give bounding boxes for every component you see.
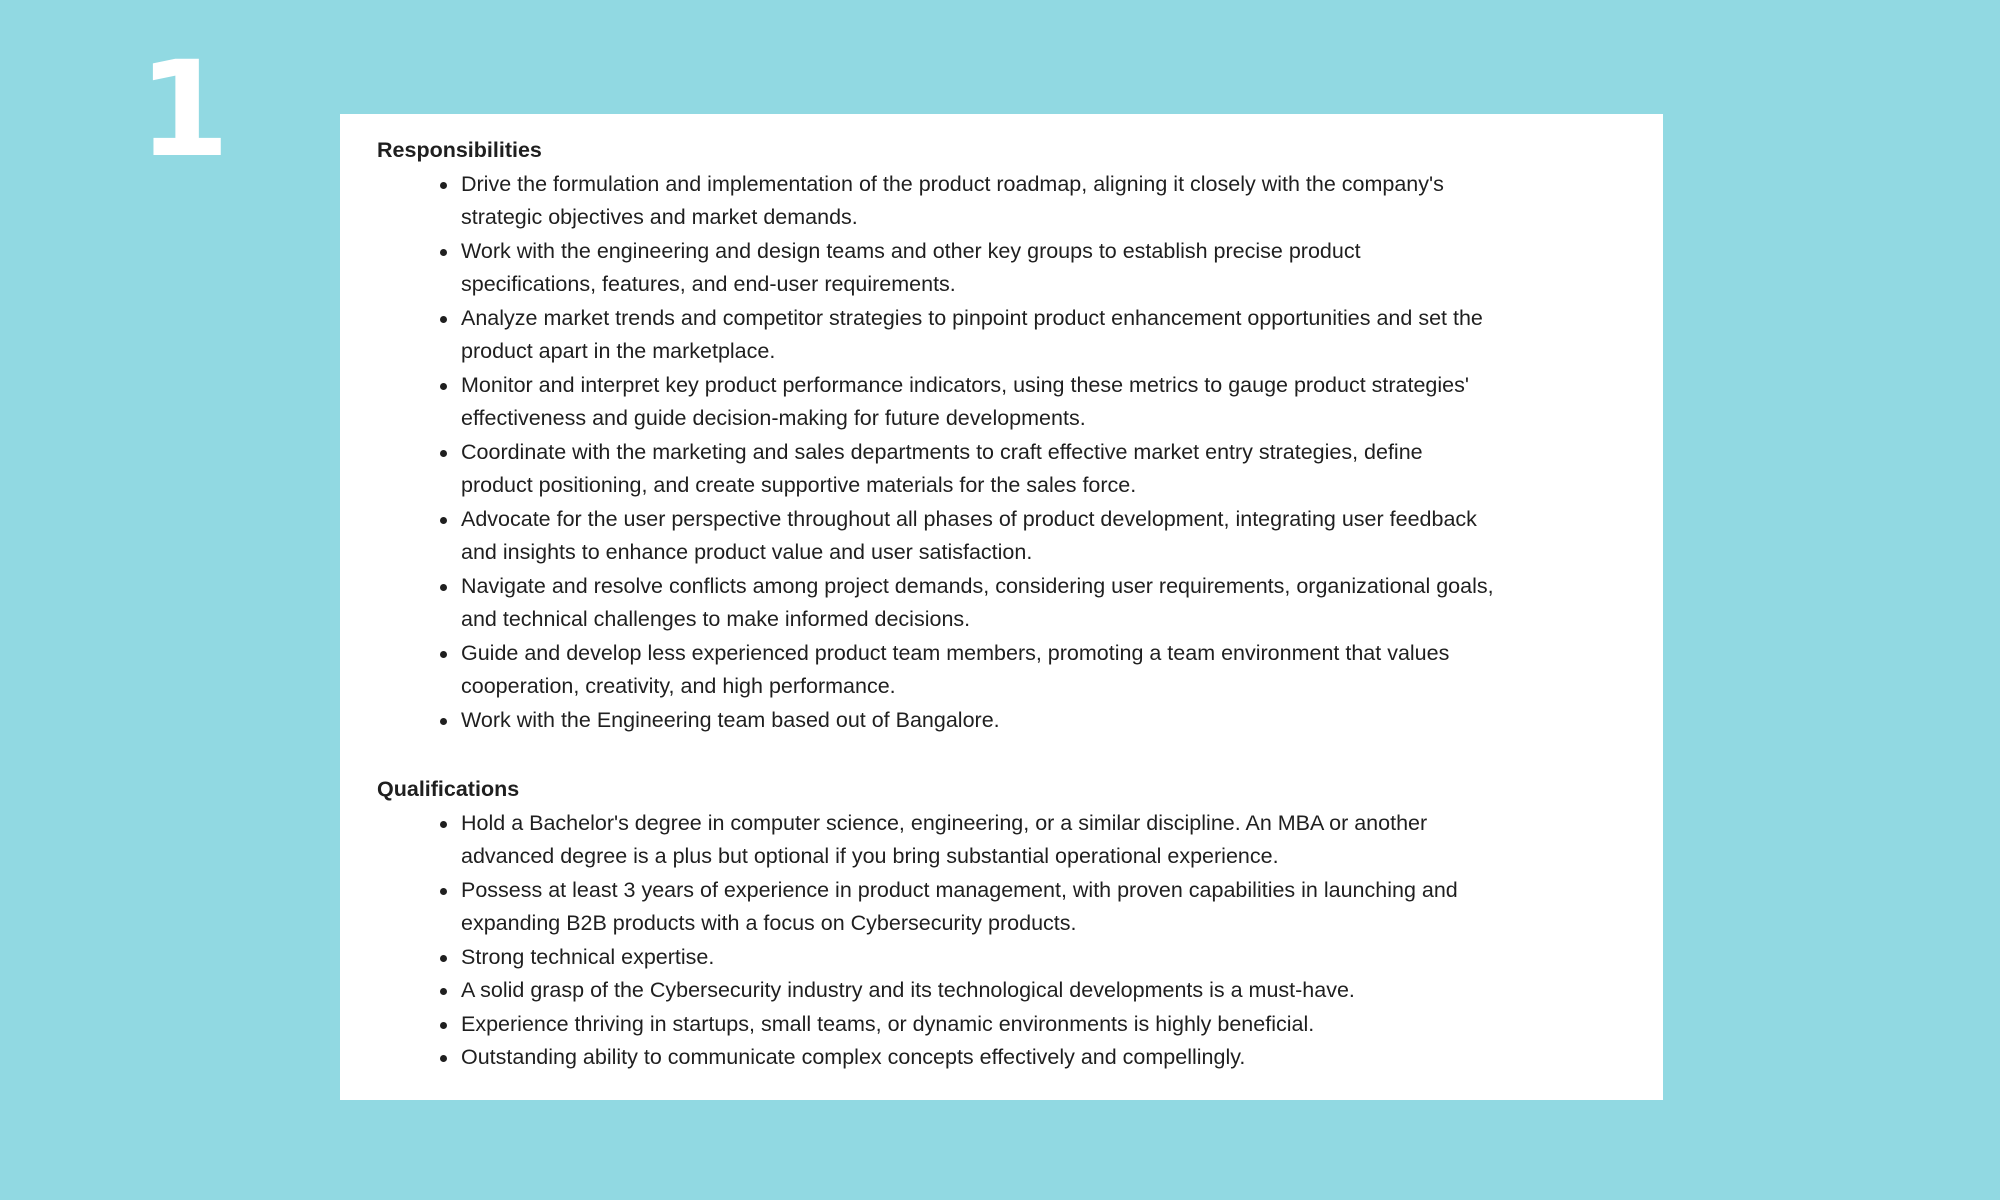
list-item-line: Work with the engineering and design teams and other key groups to establish precise product (461, 238, 1361, 263)
list-item (461, 503, 1643, 570)
bullet-icon (440, 651, 447, 658)
bullet-icon (440, 316, 447, 323)
list-item-line: cooperation, creativity, and high performance. (461, 674, 896, 698)
list-item-line: A solid grasp of the Cybersecurity industry and its technological developments is a must-have. (461, 978, 1355, 1002)
section-title-qualifications: Qualifications (377, 777, 520, 801)
bullet-icon (440, 821, 447, 828)
bullet-icon (440, 383, 447, 390)
list-item (461, 704, 1643, 738)
bullet-icon (440, 450, 447, 457)
bullet-icon (440, 718, 447, 725)
list-item-line: Monitor and interpret key product performance indicators, using these metrics to gauge product strategies' (461, 372, 1469, 397)
list-item-line: and insights to enhance product value and user satisfaction. (461, 540, 1033, 564)
bullet-icon (440, 584, 447, 591)
list-item (461, 436, 1643, 503)
list-item (461, 874, 1643, 941)
bullet-icon (440, 249, 447, 256)
list-item-line: Possess at least 3 years of experience in product management, with proven capabilities in launching and (461, 877, 1458, 902)
list-item-line: Outstanding ability to communicate complex concepts effectively and compellingly. (461, 1045, 1246, 1069)
list-item (461, 570, 1643, 637)
list-item (461, 1008, 1643, 1042)
job-description-card (340, 114, 1663, 1100)
bullet-icon (440, 888, 447, 895)
list-item (461, 974, 1643, 1008)
list-item-line: Strong technical expertise. (461, 944, 715, 969)
list-item-line: effectiveness and guide decision-making for future developments. (461, 406, 1086, 430)
list-item-line: Analyze market trends and competitor strategies to pinpoint product enhancement opportunities and set the (461, 305, 1483, 330)
responsibilities-list (377, 168, 1643, 738)
qualifications-list (377, 807, 1643, 1075)
list-item-line: expanding B2B products with a focus on Cybersecurity products. (461, 911, 1077, 935)
list-item-line: Guide and develop less experienced product team members, promoting a team environment that values (461, 640, 1450, 665)
bullet-icon (440, 1055, 447, 1062)
list-item-line: product apart in the marketplace. (461, 339, 776, 363)
list-item (461, 369, 1643, 436)
list-item-line: Advocate for the user perspective throughout all phases of product development, integrating user feedback (461, 506, 1477, 531)
list-item-line: product positioning, and create supportive materials for the sales force. (461, 473, 1137, 497)
list-item (461, 807, 1643, 874)
bullet-icon (440, 955, 447, 962)
list-item-line: Hold a Bachelor's degree in computer science, engineering, or a similar discipline. An MBA or another (461, 810, 1428, 835)
list-item (461, 168, 1643, 235)
bullet-icon (440, 517, 447, 524)
list-item (461, 235, 1643, 302)
bullet-icon (440, 1022, 447, 1029)
list-item-line: Navigate and resolve conflicts among project demands, considering user requirements, organizational goals, (461, 573, 1494, 598)
bullet-icon (440, 182, 447, 189)
list-item (461, 941, 1643, 975)
list-item-line: Coordinate with the marketing and sales departments to craft effective market entry strategies, define (461, 439, 1423, 464)
list-item-line: advanced degree is a plus but optional if you bring substantial operational experience. (461, 844, 1279, 868)
list-item-line: and technical challenges to make informed decisions. (461, 607, 971, 631)
list-item-line: Experience thriving in startups, small teams, or dynamic environments is highly beneficial. (461, 1011, 1315, 1036)
section-spacer (377, 737, 1643, 773)
bullet-icon (440, 988, 447, 995)
list-item (461, 302, 1643, 369)
list-item (461, 1041, 1643, 1075)
qualifications-section (377, 773, 1643, 1075)
section-title-responsibilities: Responsibilities (377, 138, 542, 162)
list-item-line: Work with the Engineering team based out of Bangalore. (461, 707, 1000, 732)
list-item-line: strategic objectives and market demands. (461, 205, 858, 229)
responsibilities-section (377, 134, 1643, 737)
list-item (461, 637, 1643, 704)
slide-number: 1 (138, 33, 226, 187)
list-item-line: Drive the formulation and implementation of the product roadmap, aligning it closely with the company's (461, 171, 1444, 196)
list-item-line: specifications, features, and end-user requirements. (461, 272, 956, 296)
